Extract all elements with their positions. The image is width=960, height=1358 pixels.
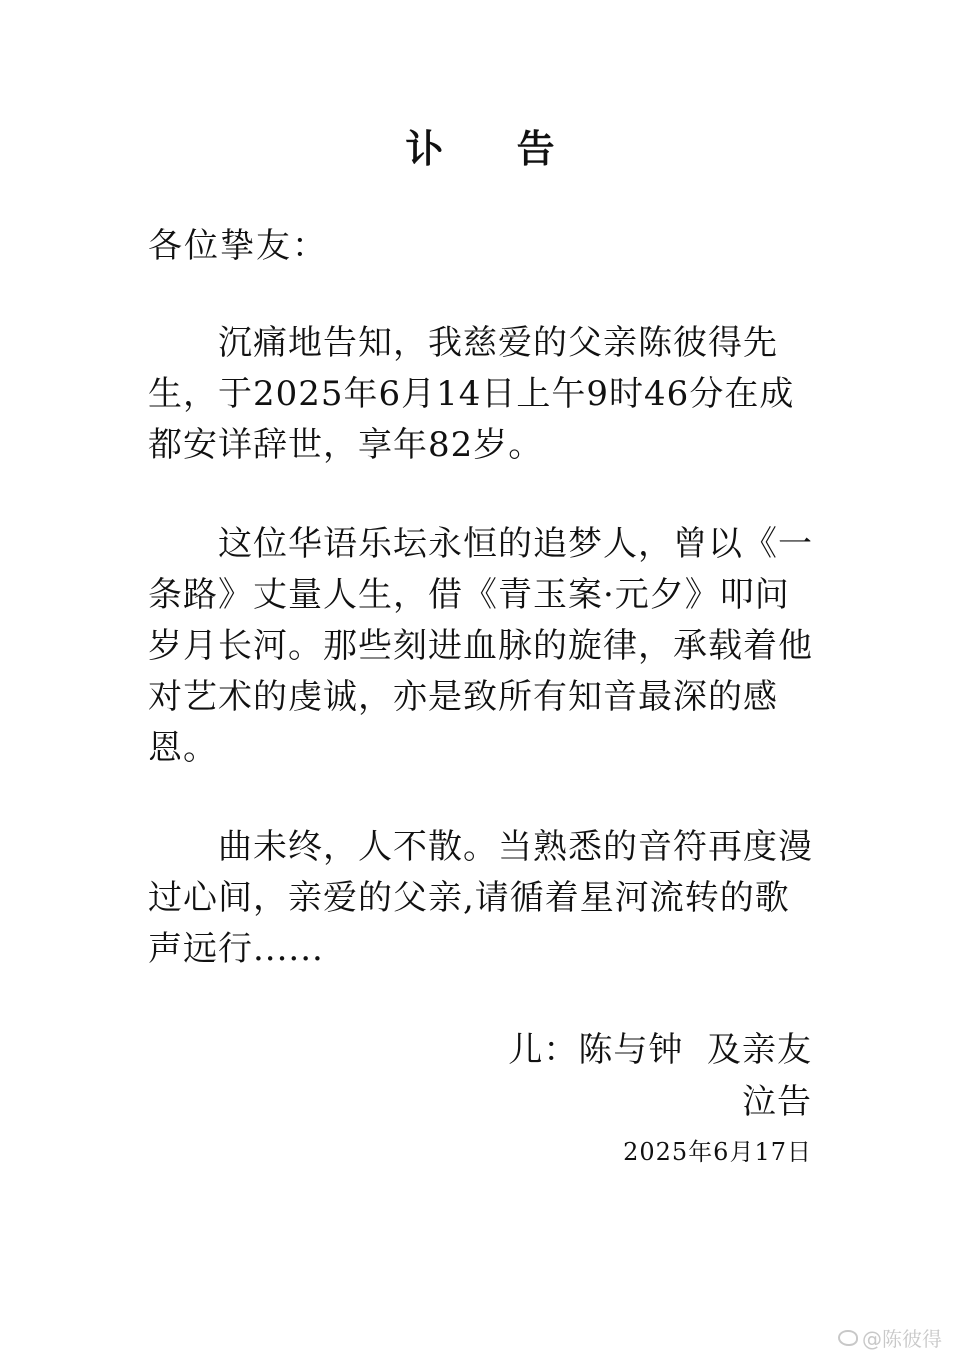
document-date: 2025年6月17日 bbox=[623, 1138, 812, 1166]
signature-closing: 泣告 bbox=[742, 1082, 812, 1122]
paragraph-announcement: 沉痛地告知，我慈爱的父亲陈彼得先生，于2025年6月14日上午9时46分在成都安详辞世，享年82岁。 bbox=[148, 323, 795, 465]
paragraph-farewell: 曲未终，人不散。当熟悉的音符再度漫过心间，亲爱的父亲,请循着星河流转的歌声远行...... bbox=[148, 827, 813, 969]
document-title: 讣 告 bbox=[405, 126, 585, 171]
weibo-logo-icon bbox=[838, 1330, 858, 1346]
salutation: 各位挚友： bbox=[148, 226, 328, 266]
paragraph-tribute: 这位华语乐坛永恒的追梦人，曾以《一条路》丈量人生，借《青玉案·元夕》叩问岁月长河。那些刻进血脉的旋律，承载着他对艺术的虔诚，亦是致所有知音最深的感恩。 bbox=[148, 524, 813, 768]
signature-block bbox=[508, 1024, 812, 1128]
watermark bbox=[838, 1323, 942, 1352]
watermark-text: @陈彼得 bbox=[862, 1327, 942, 1351]
signature-signers: 儿：陈与钟 及亲友 bbox=[508, 1030, 812, 1070]
